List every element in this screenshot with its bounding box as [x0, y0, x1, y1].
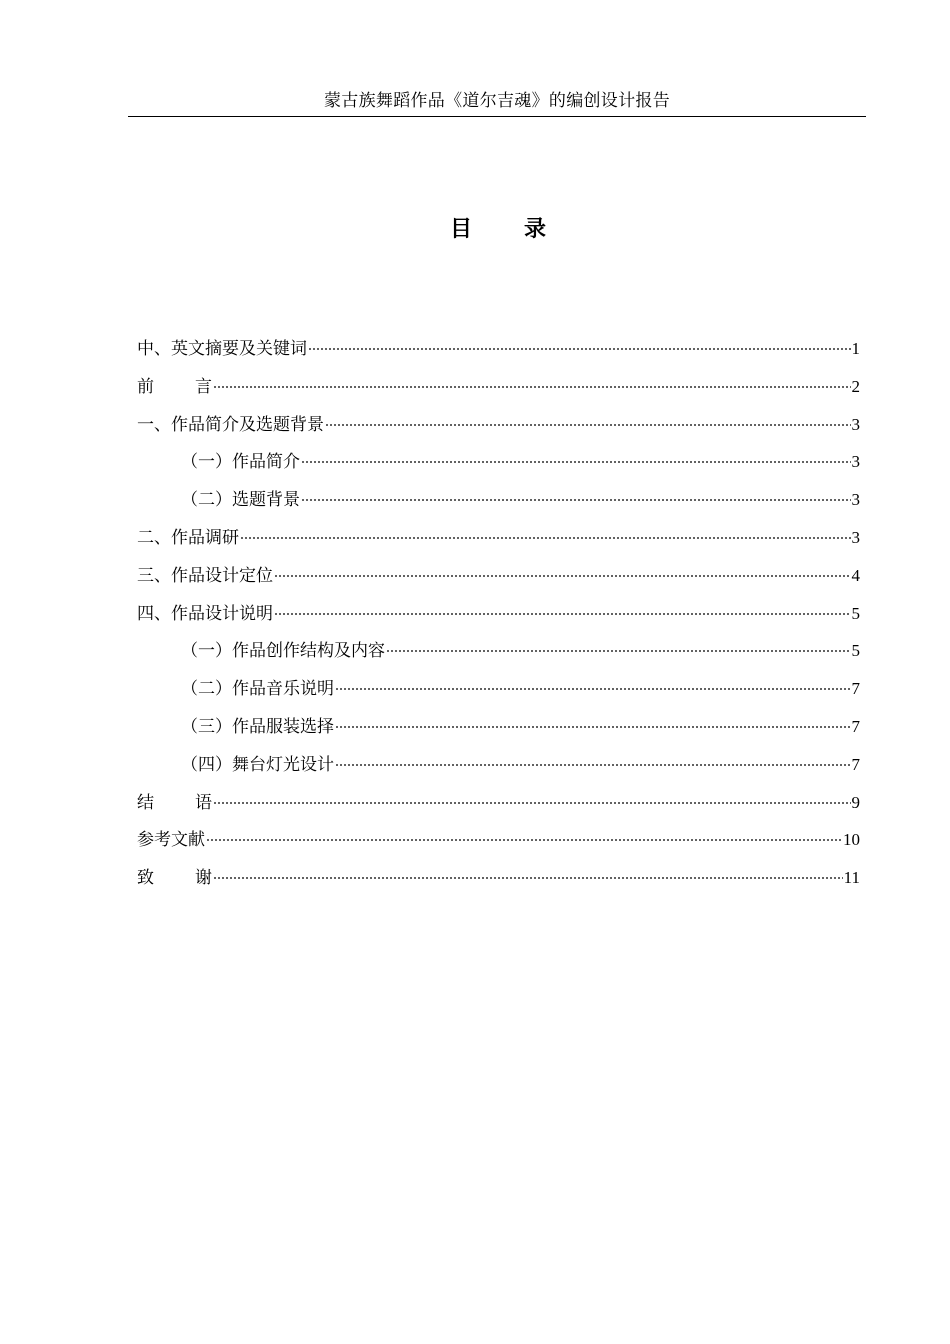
toc-dot-leader	[301, 499, 851, 501]
toc-entry[interactable]	[137, 670, 860, 708]
toc-entry-label: （四）舞台灯光设计	[181, 754, 334, 775]
toc-dot-leader	[308, 348, 851, 350]
toc-entry-label	[137, 785, 212, 823]
toc-entry[interactable]	[137, 595, 860, 633]
toc-entry-label: （三）作品服装选择	[181, 716, 334, 737]
toc-entry[interactable]	[137, 330, 860, 368]
toc-entry-label: （二）作品音乐说明	[181, 679, 334, 700]
toc-dot-leader	[325, 424, 851, 426]
toc-entry-label-char-2: 语	[195, 792, 212, 813]
toc-entry[interactable]	[137, 519, 860, 557]
toc-entry-label: （一）作品简介	[181, 452, 300, 473]
toc-entry[interactable]	[137, 821, 860, 859]
toc-dot-leader	[335, 688, 851, 690]
toc-entry-label: 二、作品调研	[137, 527, 239, 548]
toc-entry-label: （一）作品创作结构及内容	[181, 641, 385, 662]
toc-entry[interactable]	[137, 481, 860, 519]
toc-entry-label	[137, 369, 212, 407]
toc-dot-leader	[335, 764, 851, 766]
toc-entry-page-number: 7	[851, 754, 860, 774]
toc-entry[interactable]	[137, 708, 860, 746]
toc-entry-page-number: 3	[851, 527, 860, 547]
toc-entry-page-number: 5	[851, 603, 860, 623]
toc-entry[interactable]	[137, 443, 860, 481]
toc-dot-leader	[335, 726, 851, 728]
toc-entry-page-number: 2	[851, 376, 860, 396]
toc-entry[interactable]	[137, 368, 860, 406]
toc-entry-page-number: 9	[851, 792, 860, 812]
toc-entry[interactable]	[137, 557, 860, 595]
toc-dot-leader	[274, 613, 851, 615]
toc-entry-page-number: 3	[851, 490, 860, 510]
toc-entry-label: 一、作品简介及选题背景	[137, 414, 324, 435]
toc-entry-label	[137, 860, 212, 898]
running-header	[128, 88, 866, 117]
toc-dot-leader	[213, 802, 851, 804]
toc-dot-leader	[274, 575, 851, 577]
toc-entry-page-number: 5	[851, 641, 860, 661]
toc-entry-page-number: 7	[851, 716, 860, 736]
toc-entry[interactable]	[137, 746, 860, 784]
toc-entry-label-char-2: 言	[195, 376, 212, 397]
toc-entry-label: 四、作品设计说明	[137, 603, 273, 624]
toc-dot-leader	[213, 877, 843, 879]
toc-entry-page-number: 3	[851, 452, 860, 472]
toc-entry[interactable]	[137, 784, 860, 822]
toc-dot-leader	[213, 386, 851, 388]
toc-entry-page-number: 11	[843, 868, 860, 888]
toc-entry-page-number: 1	[851, 339, 860, 358]
toc-entry-label: 中、英文摘要及关键词	[137, 339, 307, 359]
toc-dot-leader	[301, 461, 851, 463]
toc-title	[0, 212, 950, 246]
toc-dot-leader	[206, 839, 842, 841]
toc-dot-leader	[240, 537, 851, 539]
toc-entry-page-number: 10	[843, 830, 860, 850]
toc-entry-label-char-1: 结	[137, 792, 154, 813]
toc-title-char-2: 录	[524, 216, 547, 242]
toc-entry-label-char-2: 谢	[195, 868, 212, 889]
toc-entry-label: 参考文献	[137, 830, 205, 851]
toc-entry[interactable]	[137, 406, 860, 444]
toc-entry[interactable]	[137, 859, 860, 897]
toc-entry-label: （二）选题背景	[181, 490, 300, 511]
toc-entry-label-char-1: 致	[137, 868, 154, 889]
toc-entry-label-char-1: 前	[137, 376, 154, 397]
toc-title-char-1: 目	[449, 216, 472, 242]
toc-entry[interactable]	[137, 632, 860, 670]
table-of-contents	[137, 330, 860, 897]
toc-entry-page-number: 7	[851, 679, 860, 699]
toc-entry-page-number: 4	[851, 565, 860, 585]
running-header-title: 蒙古族舞蹈作品《道尔吉魂》的编创设计报告	[324, 91, 670, 111]
toc-dot-leader	[386, 650, 851, 652]
toc-entry-page-number: 3	[851, 414, 860, 434]
toc-entry-label: 三、作品设计定位	[137, 565, 273, 586]
